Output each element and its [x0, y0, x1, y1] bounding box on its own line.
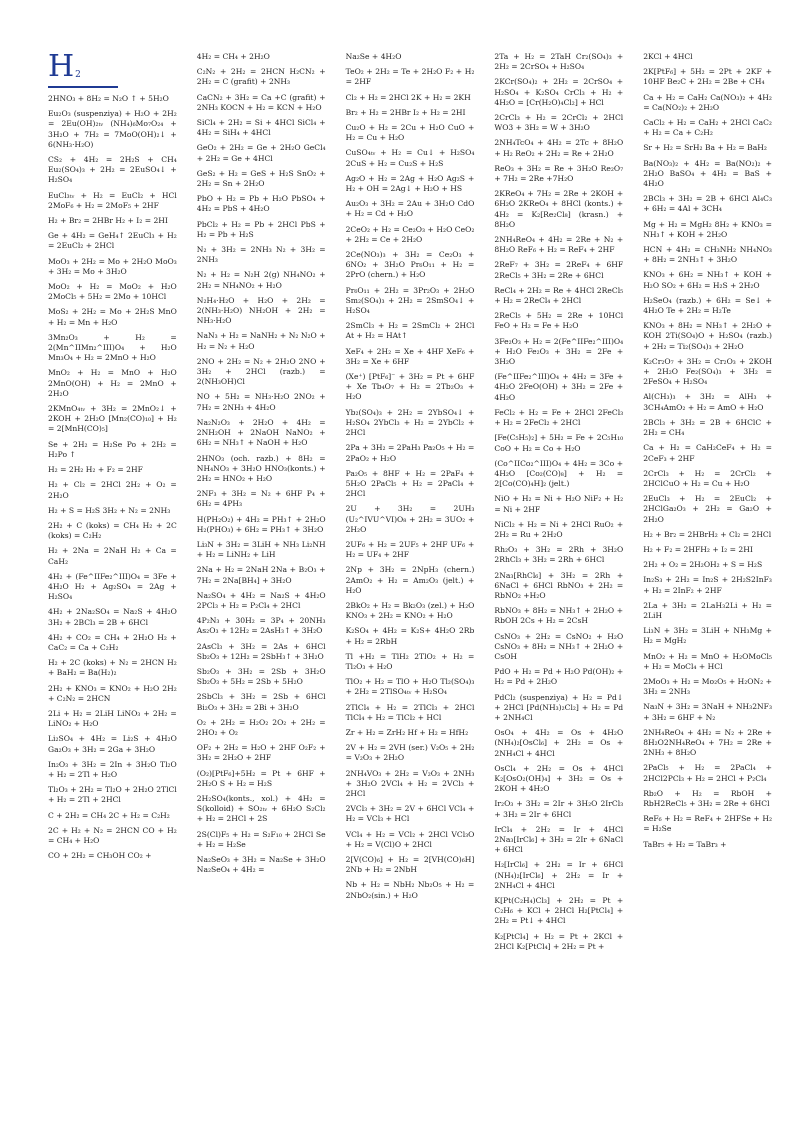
equation-paragraph: N₂ + H₂ = N₂H 2(g) NH₄NO₂ + 2H₂ = NH₄NO₂ + H₂O — [196, 270, 326, 290]
equation-paragraph: 2Na + H₂ = 2NaH 2Na + B₂O₃ + 7H₂ = 2Na[BH₄] + 3H₂O — [196, 565, 326, 585]
equation-paragraph: NiO + H₂ = Ni + H₂O NiF₂ + H₂ = Ni + 2HF — [494, 494, 624, 514]
equation-paragraph: (Co^IICo₂^III)O₄ + 4H₂ = 3Co + 4H₂O [Co₂(CO)₈] + H₂ = 2[Co(CO)₄H]₂ (jelt.) — [494, 458, 624, 489]
equation-paragraph: Br₂ + H₂ = 2HBr I₂ + H₂ = 2HI — [345, 107, 466, 117]
equation-paragraph: Cl₂ + H₂ = 2HCl 2K + H₂ = 2KH — [345, 92, 471, 102]
equation-paragraph: 2BCl₃ + 3H₂ = 2B + 6HClC + 2H₂ = CH₄ — [643, 417, 772, 438]
equation-paragraph: 2MoO₃ + H₂ = Mo₂O₅ + H₂ON₂ + 3H₂ = 2NH₃ — [643, 676, 772, 697]
equation-paragraph: H₂ + 2C (koks) + N₂ = 2HCN H₂ + BaH₂ = Ba(H₂)₂ — [48, 658, 177, 678]
equation-paragraph: 2NH₄ReO₄ + 4H₂ = 2Re + N₂ + 8H₂O ReF₆ + H₂ = ReF₄ + 2HF — [494, 235, 624, 255]
heading-subscript: 2 — [75, 69, 81, 80]
equation-paragraph: (Fe^IIFe₂^III)O₄ + 4H₂ = 3Fe + 4H₂O 2FeO(OH) + 3H₂ = 2Fe + 4H₂O — [494, 372, 624, 402]
equation-paragraph: 2ReF₇ + 3H₂ = 2ReF₄ + 6HF 2ReCl₅ + 3H₂ = 2Re + 6HCl — [494, 260, 624, 280]
equation-paragraph: 2Pa + 3H₂ = 2PaH₃ Pa₂O₅ + H₂ = 2PaO₂ + H₂O — [345, 443, 475, 463]
equation-paragraph: CsNO₃ + 2H₂ = CsNO₂ + H₂O CsNO₃ + 8H₂ = NH₃↑ + 2H₂O + CsOH — [494, 631, 624, 661]
equation-paragraph: 2H₂ + O₂ = 2H₂OH₂ + S = H₂S — [643, 560, 763, 570]
equation-paragraph: 2KMnO₄ₜᵥ + 3H₂ = 2MnO₂↓ + 2KOH + 2H₂O [Mn₂(CO)₁₀] + H₂ = 2[MnH(CO)₅] — [48, 404, 177, 434]
equation-paragraph: 2BCl₃ + 3H₂ = 2B + 6HCl Al₄C₃ + 6H₂ = 4Al + 3CH₄ — [643, 194, 772, 214]
equation-paragraph: (O₂)[PtF₆]+5H₂ = Pt + 6HF + 2H₂O S + H₂ = H₂S — [196, 768, 326, 788]
equation-paragraph: Se + 2H₂ = H₂Se Po + 2H₂ = H₂Po ↑ — [48, 439, 177, 459]
equation-paragraph: H₂ + Cl₂ = 2HCl 2H₂ + O₂ = 2H₂O — [48, 480, 177, 500]
equation-paragraph: Rb₂O + H₂ = RbOH + RbH2ReCl₅ + 3H₂ = 2Re + 6HCl — [643, 788, 772, 808]
equation-paragraph: 2BkO₂ + H₂ = Bk₂O₃ (zel.) + H₂O KNO₃ + 2H₂ = KNO₂ + H₂O — [345, 600, 475, 621]
equation-paragraph: Sr + H₂ = SrH₂ Ba + H₂ = BaH₂ — [643, 143, 767, 153]
equation-paragraph: Na₃N + 3H₂ = 3NaH + NH₃2NF₃ + 3H₂ = 6HF + N₂ — [643, 702, 772, 722]
equation-paragraph: 4P₂N₃ + 30H₂ = 3P₄ + 20NH₃ As₂O₃ + 12H₂ = 2AsH₃↑ + 3H₂O — [196, 616, 326, 636]
equation-paragraph: Ca + H₂ = CaH₂ Ca(NO₃)₂ + 4H₂ = Ca(NO₂)₂ + 2H₂O — [643, 92, 772, 112]
column-5 — [643, 52, 772, 1122]
equation-paragraph: 2C + H₂ + N₂ = 2HCN CO + H₂ = CH₄ + H₂O — [48, 825, 177, 845]
equation-paragraph: ReF₆ + H₂ = ReF₄ + 2HFSe + H₂ = H₂Se — [643, 814, 772, 834]
column-1 — [48, 49, 177, 1122]
equation-paragraph: CuSO₄ₜᵥ + H₂ = Cu↓ + H₂SO₄ 2CuS + H₂ = Cu₂S + H₂S — [345, 148, 475, 168]
equation-paragraph: ReO₃ + 3H₂ = Re + 3H₂O Re₂O₇ + 7H₂ = 2Re +7H₂O — [494, 163, 624, 184]
equation-paragraph: 2La + 3H₂ = 2LaH₃2Li + H₂ = 2LiH — [643, 600, 772, 620]
equation-paragraph: 2SmCl₃ + H₂ = 2SmCl₂ + 2HCl At + H₂ = HAt↑ — [345, 321, 475, 341]
equation-paragraph: GeO₂ + 2H₂ = Ge + 2H₂O GeCl₄ + 2H₂ = Ge + 4HCl — [196, 143, 326, 163]
equation-paragraph: 2EuCl₃ + H₂ = 2EuCl₂ + 2HClGa₂O₃ + 2H₂ = Ga₂O + 2H₂O — [643, 494, 772, 524]
heading-symbol: H — [48, 49, 75, 84]
equation-paragraph: Eu₂O₃ (suspenziya) + H₂O + 2H₂ = 2Eu(OH)₂ₜᵥ (NH₄)₆Mo₇O₂₄ + 3H₂O + 7H₂ = 7MoO(OH)₂↓ + 6(NH₃·H₂O) — [48, 109, 177, 149]
equation-paragraph: H(PH₂O₂) + 4H₂ = PH₃↑ + 2H₂O H₂(PHO₃) + 6H₂ = PH₃↑ + 3H₂O — [196, 514, 326, 534]
equation-paragraph: Ca + H₂ = CaH₂CeF₄ + H₂ = 2CeF₃ + 2HF — [643, 443, 772, 463]
equation-paragraph: N₂ + 3H₂ = 2NH₃ N₂ + 3H₂ = 2NH₃ — [196, 245, 326, 265]
equation-paragraph: PdO + H₂ = Pd + H₂O Pd(OH)₂ + H₂ = Pd + 2H₂O — [494, 667, 624, 687]
equation-paragraph: OF₂ + 2H₂ = H₂O + 2HF O₂F₂ + 3H₂ = 2H₂O + 2HF — [196, 743, 326, 763]
equation-paragraph: H₂ + Br₂ = 2HBr H₂ + I₂ = 2HI — [48, 216, 168, 226]
column-3 — [346, 52, 475, 1122]
equation-paragraph: RbNO₃ + 8H₂ = NH₃↑ + 2H₂O + RbOH 2Cs + H₂ = 2CsH — [494, 606, 624, 626]
equation-paragraph: 2KReO₄ + 7H₂ = 2Re + 2KOH + 6H₂O 2KReO₄ + 8HCl (konts.) + 4H₂ = K₂[Re₂Cl₈] (krasn.) + 8H₂O — [494, 189, 624, 229]
equation-paragraph: K₂Cr₂O₇ + 3H₂ = Cr₂O₃ + 2KOH + 2H₂O Fe₂(SO₄)₃ + 3H₂ = 2FeSO₄ + H₂SO₄ — [643, 356, 772, 387]
equation-paragraph: C₂N₂ + 2H₂ = 2HCN H₂CN₂ + 2H₂ = C (grafit) + 2NH₃ — [196, 67, 326, 87]
equation-paragraph: PdCl₂ (suspenziya) + H₂ = Pd↓ + 2HCl [Pd(NH₃)₂Cl₂] + H₂ = Pd + 2NH₄Cl — [494, 692, 624, 722]
equation-paragraph: 2CeO₂ + H₂ = Ce₂O₃ + H₂O CeO₂ + 2H₂ = Ce + 2H₂O — [345, 224, 475, 244]
equation-paragraph: HCN + 4H₂ = CH₃NH₂ NH₄NO₃ + 8H₂ = 2NH₃↑ + 3H₂O — [643, 245, 772, 265]
equation-paragraph: 2[V(CO)₆] + H₂ = 2[VH(CO)₆H] 2Nb + H₂ = 2NbH — [345, 855, 475, 875]
equation-paragraph: CaCN₂ + 3H₂ = Ca +C (grafit) + 2NH₃ KOCN + H₂ = KCN + H₂O — [196, 92, 326, 112]
equation-paragraph: FeCl₂ + H₂ = Fe + 2HCl 2FeCl₃ + H₂ = 2FeCl₂ + 2HCl — [494, 407, 624, 428]
equation-paragraph: MoO₂ + H₂ = MoO₂ + H₂O 2MoCl₅ + 5H₂ = 2Mo + 10HCl — [48, 282, 177, 302]
equation-paragraph: Li₃N + 3H₂ = 3LiH + NH₃Mg + H₂ = MgH₂ — [643, 626, 772, 646]
equation-paragraph: H₂ + F₂ = 2HFH₂ + I₂ = 2HI — [643, 544, 753, 554]
equation-paragraph: Li₃N + 3H₂ = 3LiH + NH₃ Li₂NH + H₂ = LiNH₂ + LiH — [196, 539, 326, 560]
equation-paragraph: 2V + H₂ = 2VH (ser.) V₂O₅ + 2H₂ = V₂O₃ + 2H₂O — [345, 743, 475, 763]
equation-paragraph: 2Np + 3H₂ = 2NpH₃ (chern.) 2AmO₂ + H₂ = Am₂O₃ (jelt.) + H₂O — [345, 565, 475, 595]
equation-paragraph: H₂ = 2H₂ H₂ + F₂ = 2HF — [48, 465, 143, 475]
equation-paragraph: 2H₂SO₄(konts., xol.) + 4H₂ = S(kolloid) + SO₂ₜᵥ + 6H₂O S₂Cl₂ + H₂ = 2HCl + 2S — [196, 793, 326, 824]
equation-paragraph: 2CrCl₃ + H₂ = 2CrCl₂ + 2HCl WO3 + 3H₂ = W + 3H₂O — [494, 113, 624, 133]
equation-paragraph: 2NH₄VO₃ + 2H₂ = V₂O₃ + 2NH₃ + 3H₂O 2VCl₄ + H₂ = 2VCl₃ + 2HCl — [345, 768, 475, 798]
equation-paragraph: H₂ + Br₂ = 2HBrH₂ + Cl₂ = 2HCl — [643, 529, 772, 539]
equation-paragraph: Al(CH₃)₃ + 3H₂ = AlH₃ + 3CH₄AmO₂ + H₂ = AmO + H₂O — [643, 392, 772, 412]
document-body — [48, 49, 772, 1122]
equation-paragraph: 2Na₃[RhCl₆] + 3H₂ = 2Rh + 6NaCl + 6HCl RbNO₃ + 2H₂ = RbNO₂ +H₂O — [494, 570, 624, 600]
equation-paragraph: Au₂O₃ + 3H₂ = 2Au + 3H₂O CdO + H₂ = Cd + H₂O — [345, 199, 475, 219]
heading-rule — [48, 86, 118, 88]
equation-paragraph: Rh₂O₃ + 3H₂ = 2Rh + 3H₂O 2RhCl₃ + 3H₂ = 2Rh + 6HCl — [494, 545, 624, 565]
equation-paragraph: Na₂SO₄ + 4H₂ = Na₂S + 4H₂O 2PCl₃ + H₂ = P₂Cl₄ + 2HCl — [196, 590, 326, 610]
equation-paragraph: TeO₂ + 2H₂ = Te + 2H₂O F₂ + H₂ = 2HF — [345, 67, 475, 87]
equation-paragraph: OsCl₄ + 2H₂ = Os + 4HCl K₂[OsO₂(OH)₄] + 3H₂ = Os + 2KOH + 4H₂O — [494, 763, 624, 794]
equation-paragraph: 3Mn₂O₃ + H₂ = 2(Mn^IIMn₂^III)O₄ + H₂O Mn₃O₄ + H₂ = 2MnO + H₂O — [48, 332, 177, 363]
equation-paragraph: 4H₂ + 2Na₂SO₄ = Na₂S + 4H₂O 3H₂ + 2BCl₃ = 2B + 6HCl — [48, 607, 177, 627]
equation-paragraph: 2KCr(SO₄)₂ + 2H₂ = 2CrSO₄ + H₂SO₄ + K₂SO₄ CrCl₃ + H₂ + 4H₂O = [Cr(H₂O)₄Cl₂] + HCl — [494, 77, 624, 107]
equation-paragraph: EuCl₃ₜᵥ + H₂ = EuCl₂ + HCl 2MoF₆ + H₂ = 2MoF₅ + 2HF — [48, 190, 177, 210]
equation-paragraph: In₂S₃ + 2H₂ = In₂S + 2H₂S2InF₃ + H₂ = 2InF₂ + 2HF — [643, 575, 772, 595]
equation-paragraph: TaBr₅ + H₂ = TaBr₃ + — [643, 839, 727, 849]
equation-paragraph: 2TlCl₄ + H₂ = 2TlCl₃ + 2HCl TlCl₄ + H₂ = TlCl₂ + HCl — [345, 702, 475, 722]
equation-paragraph: CS₂ + 4H₂ = 2H₂S + CH₄ Eu₂(SO₄)₃ + 2H₂ = 2EuSO₄↓ + H₂SO₄ — [48, 155, 177, 185]
equation-paragraph: GeS₂ + H₂ = GeS + H₂S SnO₂ + 2H₂ = Sn + 2H₂O — [196, 168, 326, 189]
equation-paragraph: (Xe⁺) [PtF₆]⁻ + 3H₂ = Pt + 6HF + Xe Tb₄O₇ + H₂ = 2Tb₂O₃ + H₂O — [345, 372, 475, 402]
equation-paragraph: VCl₄ + H₂ = VCl₂ + 2HCl VCl₃O + H₂ = V(Cl)O + 2HCl — [345, 829, 475, 849]
equation-paragraph: 2ReCl₅ + 5H₂ = 2Re + 10HCl FeO + H₂ = Fe + H₂O — [494, 311, 624, 331]
equation-paragraph: Ag₂O + H₂ = 2Ag + H₂O Ag₂S + H₂ + OH = 2Ag↓ + H₂O + HS — [345, 173, 475, 194]
equation-paragraph: H₂SeO₄ (razb.) + 6H₂ = Se↓ + 4H₂O Te + 2H₂ = H₂Te — [643, 295, 772, 316]
equation-paragraph: Zr + H₂ = ZrH₂ Hf + H₂ = HfH₂ — [345, 727, 469, 737]
equation-paragraph: 2NH₄TcO₄ + 4H₂ = 2Tc + 8H₂O + H₂ ReO₂ + 2H₂ = Re + 2H₂O — [494, 138, 624, 158]
equation-paragraph: TlO₂ + H₂ = TlO + H₂O Tl₂(SO₄)₃ + 2H₂ = 2TlSO₄ₜᵥ + H₂SO₄ — [345, 677, 475, 697]
equation-paragraph: 2NF₃ + 3H₂ = N₂ + 6HF P₄ + 6H₂ = 4PH₃ — [196, 489, 326, 509]
equation-paragraph: PbCl₂ + H₂ = Pb + 2HCl PbS + H₂ = Pb + H₂S — [196, 219, 326, 239]
equation-paragraph: 4H₂ = CH₄ + 2H₂O — [196, 52, 270, 61]
equation-paragraph: In₂O₃ + 3H₂ = 2In + 3H₂O Tl₂O + H₂ = 2Tl + H₂O — [48, 759, 177, 779]
equation-paragraph: PbO + H₂ = Pb + H₂O PbSO₄ + 4H₂ = PbS + 4H₂O — [196, 194, 326, 214]
equation-paragraph: Pr₆O₁₁ + 2H₂ = 3Pr₂O₃ + 2H₂O Sm₂(SO₄)₃ + 2H₂ = 2SmSO₄↓ + H₂SO₄ — [345, 285, 475, 316]
equation-paragraph: CaCl₂ + H₂ = CaH₂ + 2HCl CaC₂ + H₂ = Ca + C₂H₂ — [643, 118, 772, 138]
equation-paragraph: 2Li + H₂ = 2LiH LiNO₃ + 2H₂ = LiNO₂ + H₂O — [48, 708, 177, 729]
equation-paragraph: 2KCl + 4HCl — [643, 52, 693, 61]
equation-paragraph: NO + 5H₂ = NH₃·H₂O 2NO₂ + 7H₂ = 2NH₃ + 4H₂O — [196, 392, 326, 412]
equation-paragraph: 2NO + 2H₂ = N₂ + 2H₂O 2NO + 3H₂ + 2HCl (razb.) = 2(NH₃OH)Cl — [196, 356, 326, 387]
equation-paragraph: 2HNO₃ + 8H₂ = N₂O ↑ + 5H₂O — [48, 94, 169, 103]
column-4 — [494, 52, 623, 1122]
equation-paragraph: Cu₂O + H₂ = 2Cu + H₂O CuO + H₂ = Cu + H₂O — [345, 123, 475, 143]
equation-paragraph: Sb₂O₃ + 3H₂ = 2Sb + 3H₂O Sb₂O₃ + 5H₂ = 2Sb + 5H₂O — [196, 666, 326, 687]
equation-paragraph: 2HNO₃ (och. razb.) + 8H₂ = NH₄NO₃ + 3H₂O HNO₃(konts.) + 2H₂ = HNO₂ + H₂O — [196, 453, 326, 483]
equation-paragraph: 4H₂ + CO₂ = CH₄ + 2H₂O H₂ + CaC₂ = Ca + C₂H₂ — [48, 632, 177, 652]
equation-paragraph: 2Ta + H₂ = 2TaH Cr₂(SO₄)₃ + 2H₂ = 2CrSO₄ + H₂SO₄ — [494, 52, 624, 72]
equation-paragraph: Yb₂(SO₄)₃ + 2H₂ = 2YbSO₄↓ + H₂SO₄ 2YbCl₃ + H₂ = 2YbCl₂ + 2HCl — [345, 407, 475, 438]
equation-paragraph: XeF₄ + 2H₂ = Xe + 4HF XeF₆ + 3H₂ = Xe + 6HF — [345, 346, 475, 366]
equation-paragraph: MoO₃ + 2H₂ = Mo + 2H₂O MoO₃ + 3H₂ = Mo + 3H₂O — [48, 256, 177, 276]
equation-paragraph: MoS₂ + 2H₂ = Mo + 2H₂S MnO + H₂ = Mn + H₂O — [48, 307, 177, 327]
equation-paragraph: OsO₄ + 4H₂ = Os + 4H₂O (NH₄)₂[OsCl₆] + 2H₂ = Os + 2NH₄Cl + 4HCl — [494, 728, 624, 758]
equation-paragraph: Ir₂O₃ + 3H₂ = 2Ir + 3H₂O 2IrCl₃ + 3H₂ = 2Ir + 6HCl — [494, 799, 624, 819]
equation-paragraph: 2H₂ + C (koks) = CH₄ H₂ + 2C (koks) = C₂H₂ — [48, 520, 177, 541]
equation-paragraph: Na₂N₂O₃ + 2H₂O + 4H₂ = 2NH₂OH + 2NaOH NaNO₂ + 6H₂ = NH₃↑ + NaOH + H₂O — [196, 417, 326, 448]
equation-paragraph: Tl₂O₃ + 2H₂ = Tl₂O + 2H₂O 2TlCl + H₂ = 2Tl + 2HCl — [48, 785, 177, 805]
equation-paragraph: Pa₂O₅ + 8HF + H₂ = 2PaF₄ + 5H₂O 2PaCl₅ + H₂ = 2PaCl₄ + 2HCl — [345, 468, 475, 499]
element-heading — [48, 49, 177, 84]
equation-paragraph: 2H₂ + KNO₃ = KNO₂ + H₂O 2H₂ + C₂N₂ = 2HCN — [48, 683, 177, 703]
equation-paragraph: Ba(NO₃)₂ + 4H₂ = Ba(NO₂)₂ + 2H₂O BaSO₄ + 4H₂ = BaS + 4H₂O — [643, 158, 772, 189]
equation-paragraph: H₂ + 2Na = 2NaH H₂ + Ca = CaH₂ — [48, 546, 177, 566]
equation-paragraph: N₂H₄·H₂O + H₂O + 2H₂ = 2(NH₃·H₂O) NH₂OH + 2H₂ = NH₃·H₂O — [196, 295, 326, 326]
equation-paragraph: 3Fe₂O₃ + H₂ = 2(Fe^IIFe₂^III)O₄ + H₂O Fe₂O₃ + 3H₂ = 2Fe + 3H₂O — [494, 336, 624, 367]
equation-paragraph: H₂ + S = H₂S 3H₂ + N₂ = 2NH₃ — [48, 505, 171, 515]
equation-paragraph: O₂ + 2H₂ = H₂O₂ 2O₂ + 2H₂ = 2HO₂ + O₂ — [196, 717, 326, 737]
equation-paragraph: MnO₂ + H₂ = MnO + H₂O 2MnO(OH) + H₂ = 2MnO + 2H₂O — [48, 368, 177, 398]
equation-paragraph: 2AsCl₃ + 3H₂ = 2As + 6HCl Sb₂O₃ + 12H₂ = 2SbH₃↑ + 3H₂O — [196, 641, 326, 661]
equation-paragraph: KNO₃ + 8H₂ = NH₃↑ + 2H₂O + KOH 2Ti(SO₄)O + H₂SO₄ (razb.) + 2H₂ = Ti₂(SO₄)₃ + 2H₂O — [643, 321, 772, 351]
column-2 — [197, 52, 326, 1122]
equation-paragraph: Na₂SeO₃ + 3H₂ = Na₂Se + 3H₂O Na₂SeO₄ + 4H₂ = — [196, 855, 326, 875]
equation-paragraph: Na₂Se + 4H₂O — [345, 52, 402, 61]
equation-paragraph: H₂[IrCl₆] + 2H₂ = Ir + 6HCl (NH₄)₂[IrCl₆] + 2H₂ = Ir + 2NH₄Cl + 4HCl — [494, 860, 624, 890]
equation-paragraph: KNO₃ + 6H₂ = NH₃↑ + KOH + H₂O SO₂ + 6H₂ = H₂S + 2H₂O — [643, 270, 772, 290]
equation-paragraph: 2SbCl₃ + 3H₂ = 2Sb + 6HCl Bi₂O₃ + 3H₂ = 2Bi + 3H₂O — [196, 692, 326, 712]
equation-paragraph: K₂SO₄ + 4H₂ = K₂S+ 4H₂O 2Rb + H₂ = 2RbH — [345, 626, 475, 646]
equation-paragraph: Ge + 4H₂ = GeH₄↑ 2EuCl₃ + H₂ = 2EuCl₂ + 2HCl — [48, 231, 177, 251]
equation-paragraph: MnO₂ + H₂ = MnO + H₂OMoCl₅ + H₂ = MoCl₄ + HCl — [643, 651, 772, 671]
equation-paragraph: SiCl₄ + 2H₂ = Si + 4HCl SiCl₄ + 4H₂ = SiH₄ + 4HCl — [196, 118, 326, 138]
equation-paragraph: NaN₃ + H₂ = NaNH₂ + N₂ N₂O + H₂ = N₂ + H₂O — [196, 331, 326, 351]
equation-paragraph: 2K[PtF₆] + 5H₂ = 2Pt + 2KF + 10HF Be₂C + 2H₂ = 2Be + CH₄ — [643, 67, 772, 87]
equation-paragraph: 2UF₆ + H₂ = 2UF₅ + 2HF UF₆ + H₂ = UF₄ + 2HF — [345, 539, 475, 560]
equation-paragraph: 2S(Cl)F₅ + H₂ = S₂F₁₀ + 2HCl Se + H₂ = H₂Se — [196, 829, 326, 849]
equation-paragraph: 2NH₄ReO₄ + 4H₂ = N₂ + 2Re + 8H₂O2NH₄ReO₄ + 7H₂ = 2Re + 2NH₃ + 8H₂O — [643, 727, 772, 758]
equation-paragraph: CO + 2H₂ = CH₃OH CO₂ + — [48, 851, 152, 861]
equation-paragraph: [Fe(C₅H₅)₂] + 5H₂ = Fe + 2C₅H₁₀ CoO + H₂ = Co + H₂O — [494, 433, 624, 453]
equation-paragraph: K[Pt(C₂H₄)Cl₃] + 2H₂ = Pt + C₂H₆ + KCl + 2HCl H₂[PtCl₄] + 2H₂ = Pt↓ + 4HCl — [494, 896, 624, 926]
equation-paragraph: 2Ce(NO₃)₃ + 3H₂ = Ce₂O₃ + 6NO₂ + 3H₂O Pr₆O₁₁ + H₂ = 2PrO (chern.) + H₂O — [345, 250, 475, 280]
equation-paragraph: ReCl₄ + 2H₂ = Re + 4HCl 2ReCl₅ + H₂ = 2ReCl₄ + 2HCl — [494, 285, 624, 306]
equation-paragraph: 2CrCl₃ + H₂ = 2CrCl₂ + 2HClCuO + H₂ = Cu + H₂O — [643, 468, 772, 488]
equation-paragraph: 2PaCl₅ + H₂ = 2PaCl₄ + 2HCl2PCl₃ + H₂ = 2HCl + P₂Cl₄ — [643, 763, 772, 783]
equation-paragraph: 2U + 3H₂ = 2UH₃ (U₂^IVU^VI)O₈ + 2H₂ = 3UO₂ + 2H₂O — [345, 504, 475, 534]
equation-paragraph: Nb + H₂ = NbH₂ Nb₂O₅ + H₂ = 2NbO₂(sin.) + H₂O — [345, 880, 475, 900]
equation-paragraph: Mg + H₂ = MgH₂ 8H₂ + KNO₃ = NH₃↑ + KOH + 2H₂O — [643, 219, 772, 239]
equation-paragraph: Tl +H₂ = TlH₂ 2TlO₂ + H₂ = Tl₂O₃ + H₂O — [345, 651, 475, 671]
equation-paragraph: 4H₂ + (Fe^IIFe₂^III)O₄ = 3Fe + 4H₂O H₂ + Ag₂SO₄ = 2Ag + H₂SO₄ — [48, 571, 177, 602]
equation-paragraph: 2VCl₃ + 3H₂ = 2V + 6HCl VCl₄ + H₂ = VCl₃ + HCl — [345, 804, 475, 824]
equation-paragraph: K₂[PtCl₄] + H₂ = Pt + 2KCl + 2HCl K₂[PtCl₄] + 2H₂ = Pt + — [494, 931, 624, 951]
equation-paragraph: Li₂SO₄ + 4H₂ = Li₂S + 4H₂O Ga₂O₃ + 3H₂ = 2Ga + 3H₂O — [48, 734, 177, 754]
equation-paragraph: IrCl₄ + 2H₂ = Ir + 4HCl 2Na₃[IrCl₆] + 3H₂ = 2Ir + 6NaCl + 6HCl — [494, 824, 624, 855]
equation-paragraph: NiCl₂ + H₂ = Ni + 2HCl RuO₂ + 2H₂ = Ru + 2H₂O — [494, 519, 624, 539]
equation-paragraph: C + 2H₂ = CH₄ 2C + H₂ = C₂H₂ — [48, 810, 170, 820]
